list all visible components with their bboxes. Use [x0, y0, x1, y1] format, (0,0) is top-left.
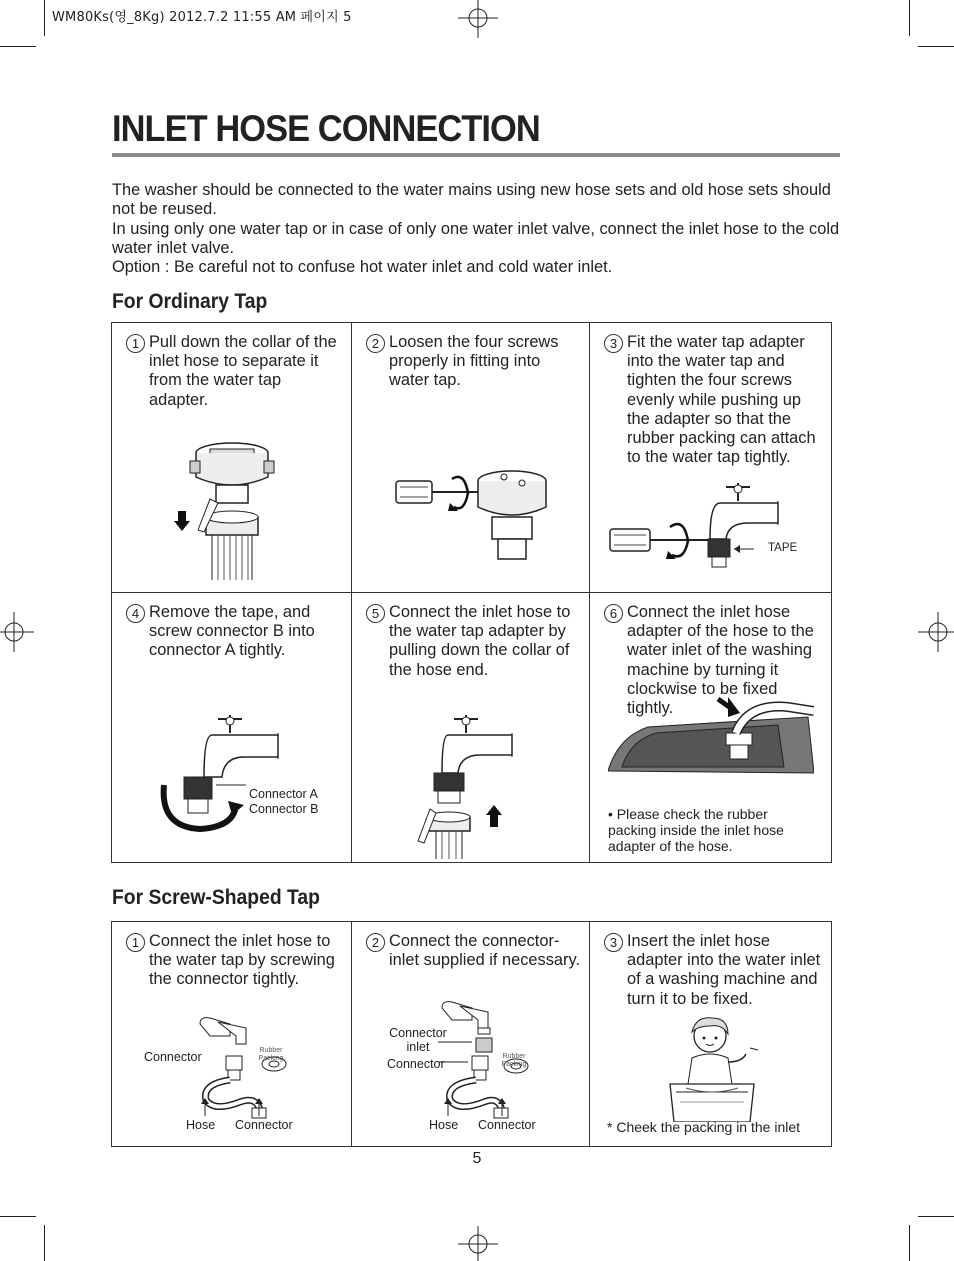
section-title-screw: For Screw-Shaped Tap	[112, 886, 320, 909]
hose-to-adapter-illustration	[412, 711, 532, 859]
section-title-ordinary: For Ordinary Tap	[112, 290, 268, 313]
step-cell	[112, 323, 352, 593]
step-text: Connect the inlet hose adapter of the hose to the water inlet of the washing machine by turning it clockwise to be fixed tightly.	[627, 603, 814, 718]
arrow-up-icon	[443, 1098, 453, 1116]
crop-mark	[0, 1216, 36, 1217]
tap-adapter-tape-illustration	[608, 479, 798, 579]
step-number: 3	[604, 334, 623, 353]
connector-screw-illustration	[160, 709, 300, 839]
label-hose: Hose	[429, 1118, 459, 1132]
step-number: 1	[126, 933, 145, 952]
arrow-up-icon	[254, 1098, 264, 1116]
step-cell	[590, 323, 832, 593]
intro-paragraph: In using only one water tap or in case of only one water inlet valve, connect the inlet hose to the cold water inlet valve.	[112, 219, 840, 257]
label-hose: Hose	[186, 1118, 216, 1132]
arrow-up-icon	[497, 1098, 507, 1116]
registration-mark-icon	[458, 0, 498, 38]
step-text: Loosen the four screws properly in fitting into water tap.	[389, 333, 559, 390]
step-number: 2	[366, 933, 385, 952]
step-text: Connect the inlet hose to the water tap by screwing the connector tightly.	[149, 932, 335, 989]
label-connector-a: Connector A	[249, 787, 318, 801]
step-cell	[112, 922, 352, 1147]
page-number: 5	[472, 1150, 482, 1167]
label-tape: TAPE	[768, 542, 798, 554]
step-number: 3	[604, 933, 623, 952]
intro-paragraph: Option : Be careful not to confuse hot water inlet and cold water inlet.	[112, 258, 613, 277]
crop-mark	[0, 46, 36, 47]
label-rubber-packing: Rubber Packing	[258, 1047, 284, 1062]
note-text: * Cheek the packing in the inlet	[607, 1119, 801, 1135]
screw-tap-steps	[111, 921, 832, 1147]
registration-mark-icon	[0, 612, 34, 652]
screwdriver-adapter-illustration	[392, 463, 562, 563]
step-cell	[112, 593, 352, 863]
crop-mark	[918, 1216, 954, 1217]
step-cell	[352, 922, 590, 1147]
step-number: 2	[366, 334, 385, 353]
ordinary-tap-steps	[111, 322, 832, 863]
crop-mark	[909, 1225, 910, 1261]
intro-text	[112, 181, 840, 277]
arrow-up-icon	[200, 1098, 210, 1116]
page-title: INLET HOSE CONNECTION	[112, 108, 540, 149]
step-number: 6	[604, 604, 623, 623]
person-washer-illustration	[666, 1010, 762, 1122]
label-connector: Connector	[387, 1057, 445, 1071]
washer-inlet-illustration	[608, 697, 814, 775]
intro-paragraph: The washer should be connected to the water mains using new hose sets and old hose sets should not be reused.	[112, 181, 831, 219]
step-text: Remove the tape, and screw connector B into connector A tightly.	[149, 603, 315, 660]
step-cell	[590, 922, 832, 1147]
step-text: Pull down the collar of the inlet hose to separate it from the water tap adapter.	[149, 333, 337, 409]
label-connector: Connector	[144, 1050, 202, 1064]
step-cell	[590, 593, 832, 863]
step-text: Fit the water tap adapter into the water tap and tighten the four screws evenly while pushing up the adapter so that the rubber packing can attach to the water tap tightly.	[627, 333, 816, 467]
registration-mark-icon	[458, 1226, 498, 1261]
label-connector: Connector	[235, 1118, 293, 1132]
crop-mark	[44, 1225, 45, 1261]
title-rule	[112, 153, 840, 157]
label-rubber-packing: Rubber Packing	[501, 1053, 527, 1068]
screw-tap-connector-illustration	[196, 1014, 296, 1122]
step-text: Connect the inlet hose to the water tap adapter by pulling down the collar of the hose end.	[389, 603, 571, 679]
label-connector: Connector	[478, 1118, 536, 1132]
note-text: • Please check the rubber packing inside the inlet hose adapter of the hose.	[608, 806, 784, 854]
print-header: WM80Ks(영_8Kg) 2012.7.2 11:55 AM 페이지 5	[52, 10, 352, 25]
step-text: Insert the inlet hose adapter into the water inlet of a washing machine and turn it to be fixed.	[627, 932, 821, 1008]
step-number: 1	[126, 334, 145, 353]
step-cell	[352, 323, 590, 593]
crop-mark	[44, 0, 45, 36]
registration-mark-icon	[918, 612, 954, 652]
step-text: Connect the connector-inlet supplied if necessary.	[389, 932, 581, 970]
crop-mark	[918, 46, 954, 47]
crop-mark	[909, 0, 910, 36]
label-connector-b: Connector B	[249, 802, 319, 816]
hose-collar-illustration	[172, 435, 292, 580]
step-number: 5	[366, 604, 385, 623]
label-connector-inlet: Connector inlet	[389, 1026, 447, 1054]
step-number: 4	[126, 604, 145, 623]
step-cell	[352, 593, 590, 863]
